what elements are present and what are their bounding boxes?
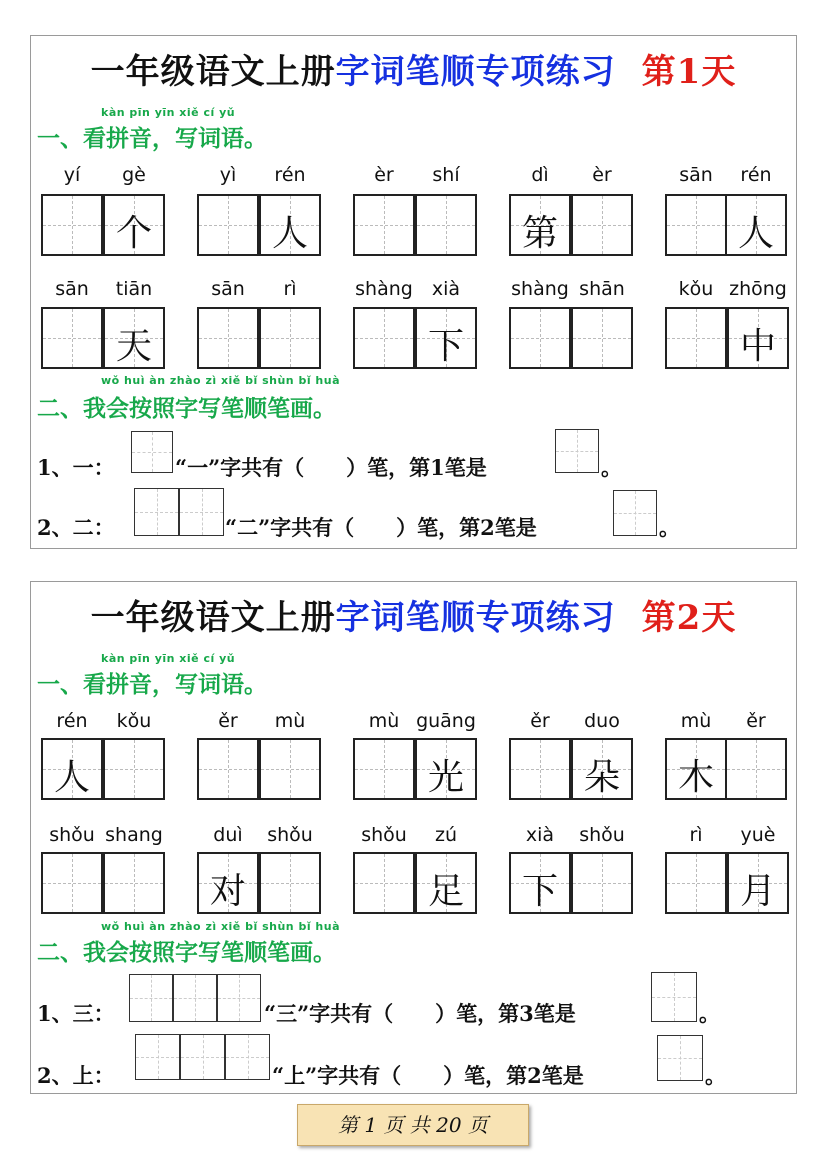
pinyin: guāng <box>416 710 476 732</box>
writing-box[interactable] <box>509 194 571 256</box>
given-char: 人 <box>53 757 90 798</box>
title-blue: 字词笔顺专项练习 <box>335 598 616 638</box>
writing-box[interactable] <box>665 194 727 256</box>
pinyin: shǒu <box>267 824 313 846</box>
given-char: 下 <box>521 871 558 912</box>
pinyin: ěr <box>530 710 550 732</box>
pinyin: shǒu <box>361 824 407 846</box>
pinyin: yì <box>219 164 237 186</box>
writing-box[interactable] <box>259 852 321 914</box>
pinyin: sān <box>679 164 713 186</box>
pinyin: dì <box>531 164 549 186</box>
stroke-box[interactable] <box>134 488 179 536</box>
writing-box[interactable] <box>509 738 571 800</box>
question-prefix: 1、一： <box>37 455 115 480</box>
pinyin: xià <box>525 824 555 846</box>
question-1 <box>37 998 115 1028</box>
section-1-heading: 一、看拼音，写词语。 <box>37 671 267 698</box>
writing-box[interactable] <box>103 738 165 800</box>
title-black: 一年级语文上册 <box>90 52 336 92</box>
given-char: 朵 <box>583 757 620 798</box>
section-1-pinyin: kàn pīn yīn xiě cí yǔ <box>101 652 236 665</box>
writing-box[interactable] <box>103 307 165 369</box>
writing-box[interactable] <box>571 852 633 914</box>
writing-box[interactable] <box>103 852 165 914</box>
writing-box[interactable] <box>665 307 727 369</box>
question-2-text: “二”字共有（ ）笔，第2笔是 <box>225 515 537 540</box>
section-1-pinyin: kàn pīn yīn xiě cí yǔ <box>101 106 236 119</box>
section-2-heading: 二、我会按照字写笔顺笔画。 <box>37 395 336 422</box>
given-char: 足 <box>427 871 464 912</box>
writing-box[interactable] <box>103 194 165 256</box>
writing-box[interactable] <box>571 194 633 256</box>
question-2-text: “上”字共有（ ）笔，第2笔是 <box>272 1063 584 1088</box>
pinyin: yí <box>63 164 81 186</box>
pinyin: mù <box>680 710 712 732</box>
question-2-end: 。 <box>705 1063 726 1088</box>
pinyin: shǒu <box>49 824 95 846</box>
writing-box[interactable] <box>415 194 477 256</box>
given-char: 个 <box>115 213 152 254</box>
given-char: 木 <box>677 757 714 798</box>
page-footer: 第 1 页 共 20 页 <box>297 1104 529 1146</box>
writing-box[interactable] <box>665 738 727 800</box>
pinyin: gè <box>122 164 146 186</box>
answer-box[interactable] <box>657 1035 703 1081</box>
question-2 <box>37 512 115 542</box>
stroke-box[interactable] <box>180 1034 225 1080</box>
pinyin: yuè <box>740 824 776 846</box>
writing-box[interactable] <box>415 738 477 800</box>
day-2-title <box>31 590 796 639</box>
pinyin: shí <box>432 164 460 186</box>
pinyin: duì <box>213 824 243 846</box>
pinyin: mù <box>274 710 306 732</box>
pinyin: rén <box>740 164 772 186</box>
given-char: 月 <box>739 871 776 912</box>
given-char: 中 <box>739 326 776 367</box>
writing-box[interactable] <box>415 852 477 914</box>
pinyin: rì <box>689 824 703 846</box>
pinyin: ěr <box>218 710 238 732</box>
writing-box[interactable] <box>41 738 103 800</box>
given-char: 光 <box>427 757 464 798</box>
pinyin: mù <box>368 710 400 732</box>
pinyin: shang <box>105 824 163 846</box>
pinyin: shān <box>579 278 625 300</box>
pinyin: xià <box>431 278 461 300</box>
given-char: 天 <box>115 326 152 367</box>
writing-box[interactable] <box>415 307 477 369</box>
writing-box[interactable] <box>571 307 633 369</box>
question-1 <box>37 452 115 482</box>
writing-box[interactable] <box>259 307 321 369</box>
pinyin: ěr <box>746 710 766 732</box>
pinyin: sān <box>211 278 245 300</box>
section-1-heading: 一、看拼音，写词语。 <box>37 125 267 152</box>
pinyin: èr <box>592 164 612 186</box>
writing-box[interactable] <box>571 738 633 800</box>
writing-box[interactable] <box>197 738 259 800</box>
day-1-card <box>30 35 797 549</box>
pinyin: rén <box>56 710 88 732</box>
section-2-heading: 二、我会按照字写笔顺笔画。 <box>37 939 336 966</box>
question-2-end: 。 <box>659 515 680 540</box>
pinyin: zhōng <box>729 278 787 300</box>
stroke-box[interactable] <box>173 974 217 1022</box>
writing-box[interactable] <box>197 194 259 256</box>
answer-box[interactable] <box>651 972 697 1022</box>
title-day: 第2天 <box>641 598 737 638</box>
writing-box[interactable] <box>509 852 571 914</box>
pinyin: shàng <box>511 278 569 300</box>
pinyin: tiān <box>115 278 153 300</box>
question-1-end: 。 <box>699 1001 720 1026</box>
day-2-card <box>30 581 797 1094</box>
stroke-box[interactable] <box>131 431 173 473</box>
writing-box[interactable] <box>197 852 259 914</box>
writing-box[interactable] <box>725 738 787 800</box>
pinyin: kǒu <box>678 278 714 300</box>
stroke-box[interactable] <box>135 1034 180 1080</box>
writing-box[interactable] <box>727 852 789 914</box>
stroke-box[interactable] <box>217 974 261 1022</box>
writing-box[interactable] <box>353 194 415 256</box>
question-prefix: 2、二： <box>37 515 115 540</box>
writing-box[interactable] <box>665 852 727 914</box>
title-day: 第1天 <box>641 52 737 92</box>
answer-box[interactable] <box>555 429 599 473</box>
question-1-text: “一”字共有（ ）笔，第1笔是 <box>175 455 487 480</box>
question-1-end: 。 <box>601 455 622 480</box>
stroke-box[interactable] <box>179 488 224 536</box>
writing-box[interactable] <box>353 307 415 369</box>
stroke-box[interactable] <box>129 974 173 1022</box>
given-char: 人 <box>737 213 774 254</box>
given-char: 下 <box>427 326 464 367</box>
pinyin: rén <box>274 164 306 186</box>
stroke-box[interactable] <box>225 1034 270 1080</box>
pinyin: duo <box>584 710 620 732</box>
writing-box[interactable] <box>727 307 789 369</box>
writing-box[interactable] <box>41 852 103 914</box>
given-char: 人 <box>271 213 308 254</box>
writing-box[interactable] <box>197 307 259 369</box>
pinyin: rì <box>283 278 297 300</box>
day-1-title <box>31 44 796 93</box>
pinyin: sān <box>55 278 89 300</box>
answer-box[interactable] <box>613 490 657 536</box>
writing-box[interactable] <box>725 194 787 256</box>
question-prefix: 2、上： <box>37 1063 115 1088</box>
section-2-pinyin: wǒ huì àn zhào zì xiě bǐ shùn bǐ huà <box>101 920 340 933</box>
pinyin: èr <box>374 164 394 186</box>
question-1-text: “三”字共有（ ）笔，第3笔是 <box>264 1001 576 1026</box>
writing-box[interactable] <box>41 194 103 256</box>
question-2 <box>37 1060 115 1090</box>
title-black: 一年级语文上册 <box>90 598 336 638</box>
given-char: 对 <box>209 871 246 912</box>
writing-box[interactable] <box>509 307 571 369</box>
pinyin: kǒu <box>116 710 152 732</box>
section-2-pinyin: wǒ huì àn zhào zì xiě bǐ shùn bǐ huà <box>101 374 340 387</box>
writing-box[interactable] <box>41 307 103 369</box>
title-blue: 字词笔顺专项练习 <box>335 52 616 92</box>
pinyin: shǒu <box>579 824 625 846</box>
pinyin: zú <box>434 824 457 846</box>
given-char: 第 <box>521 213 558 254</box>
writing-box[interactable] <box>259 738 321 800</box>
pinyin: shàng <box>355 278 413 300</box>
writing-box[interactable] <box>353 852 415 914</box>
writing-box[interactable] <box>353 738 415 800</box>
writing-box[interactable] <box>259 194 321 256</box>
question-prefix: 1、三： <box>37 1001 115 1026</box>
